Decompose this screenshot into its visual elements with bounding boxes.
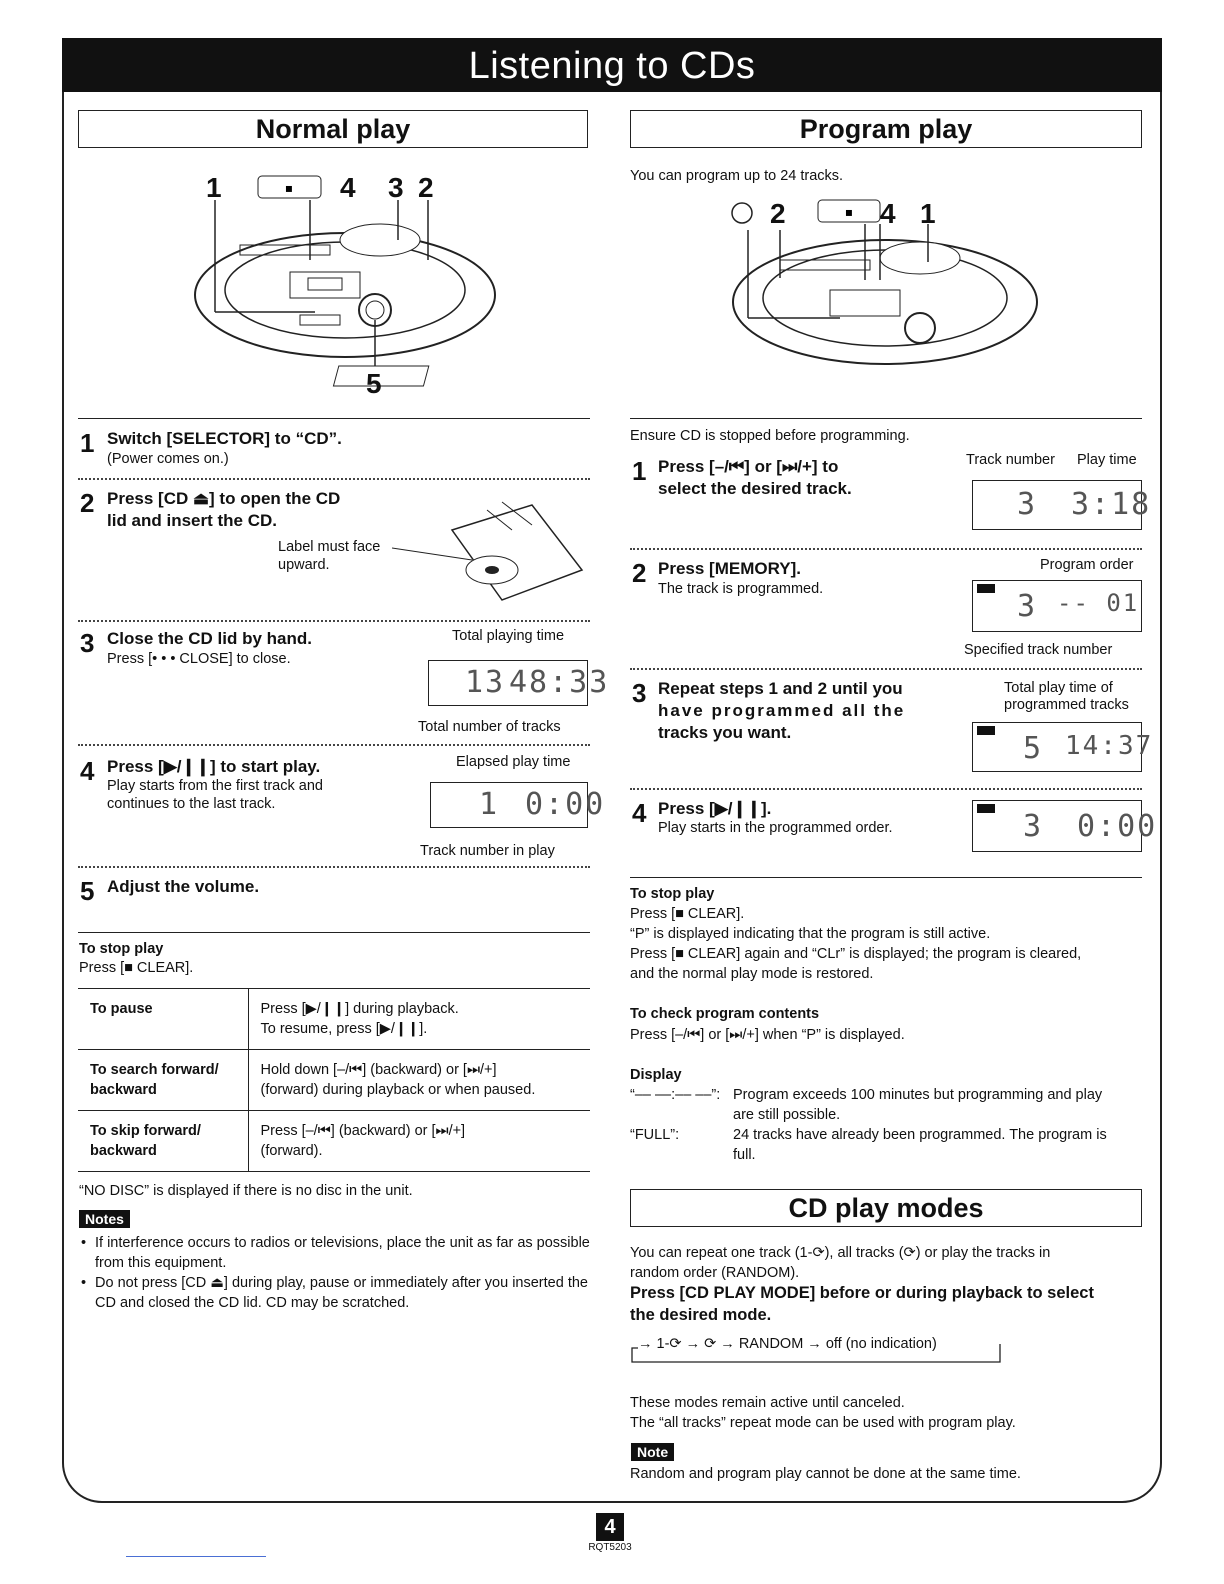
program-play-heading: Program play: [630, 110, 1142, 148]
check-program-text: Press [–/⏮] or [⏭/+] when “P” is displayed.: [630, 1027, 905, 1043]
step-number: 3: [80, 628, 95, 658]
list-item: • Do not press [CD ⏏] during play, pause or immediately after you inserted the CD and closed the CD lid. CD may be scratched.: [79, 1273, 591, 1313]
lcd-caption-track: Track number: [966, 452, 1055, 468]
callout-2: 2: [770, 198, 786, 229]
table-row: [78, 1111, 590, 1172]
table-value: Press [–/⏮] (backward) or [⏭/+] (forward).: [248, 1111, 590, 1172]
step-number: 1: [80, 428, 95, 458]
step-subtext: The track is programmed.: [658, 581, 824, 597]
dotted-divider: [630, 788, 1142, 790]
stop-line: Press [■ CLEAR].: [630, 906, 745, 922]
label-caption: Label must face: [278, 539, 381, 555]
divider: [78, 932, 590, 933]
lcd-display: [972, 800, 1158, 852]
modes-cycle: → 1-⟳ → ⟳ → RANDOM → off (no indication): [638, 1336, 937, 1352]
modes-instruction-line2: the desired mode.: [630, 1306, 772, 1324]
callout-2: 2: [418, 172, 434, 203]
display-value: Program exceeds 100 minutes but programming and play: [733, 1087, 1103, 1103]
modes-remain: These modes remain active until canceled.: [630, 1395, 905, 1411]
stop-line: Press [■ CLEAR] again and “CLr” is displayed; the program is cleared,: [630, 946, 1082, 962]
table-value: Hold down [–/⏮] (backward) or [⏭/+] (forward) during playback or when paused.: [248, 1050, 590, 1111]
lcd-caption-bottom: Total number of tracks: [418, 719, 561, 735]
cd-insert-illustration: [392, 490, 592, 610]
step-title-line2: lid and insert the CD.: [107, 511, 278, 530]
step-title: Press [–/⏮] or [⏭/+] to: [658, 457, 839, 476]
step-number: 2: [80, 488, 95, 518]
step-number: 2: [632, 558, 647, 588]
lcd-display: [972, 722, 1154, 772]
stop-play-heading: To stop play: [79, 941, 164, 957]
step-title: Adjust the volume.: [107, 877, 260, 896]
list-item: • If interference occurs to radios or televisions, place the unit as far as possible from this equipment.: [79, 1233, 591, 1273]
step-title-line2: have programmed all the: [658, 701, 906, 720]
table-row: [78, 989, 590, 1050]
step-subtext-line2: continues to the last track.: [107, 796, 276, 812]
lcd-caption-bottom: Specified track number: [964, 642, 1113, 658]
blue-rule: [126, 1556, 266, 1557]
display-value-line2: full.: [733, 1147, 756, 1163]
lcd-caption-time: Play time: [1077, 452, 1137, 468]
svg-text:▪: ▪: [844, 205, 854, 219]
lcd-time: 3:18: [1071, 487, 1152, 522]
modes-remain-line2: The “all tracks” repeat mode can be used with program play.: [630, 1415, 1016, 1431]
lcd-total-time: 48:33: [509, 665, 610, 700]
lcd-caption-top: Total play time of: [1004, 680, 1113, 696]
lcd-count: 5: [1023, 731, 1044, 766]
page-title: Listening to CDs: [62, 38, 1162, 92]
display-value: 24 tracks have already been programmed. The program is: [733, 1127, 1107, 1143]
callout-1: 1: [920, 198, 936, 229]
callout-5: 5: [366, 368, 382, 399]
step-title: Press [MEMORY].: [658, 559, 801, 578]
lcd-display: [972, 480, 1152, 530]
lcd-elapsed: 0:00: [525, 787, 606, 822]
notes-badge: Notes: [79, 1210, 130, 1228]
stop-line: and the normal play mode is restored.: [630, 966, 874, 982]
label-caption-line2: upward.: [278, 557, 330, 573]
lcd-track: 3: [1023, 809, 1044, 844]
notes-list: [79, 1233, 591, 1313]
cd-play-modes-heading: CD play modes: [630, 1189, 1142, 1227]
lcd-track-count: 13: [465, 665, 506, 700]
step-title: Switch [SELECTOR] to “CD”.: [107, 429, 342, 448]
stop-play-heading: To stop play: [630, 886, 715, 902]
step-title-line3: tracks you want.: [658, 723, 792, 742]
table-key: To search forward/ backward: [78, 1050, 248, 1111]
step-title: Press [CD ⏏] to open the CD: [107, 489, 341, 508]
dotted-divider: [78, 744, 590, 746]
table-row: [78, 1050, 590, 1111]
ensure-text: Ensure CD is stopped before programming.: [630, 428, 910, 444]
dotted-divider: [78, 620, 590, 622]
program-indicator-icon: [977, 804, 995, 813]
dotted-divider: [78, 478, 590, 480]
display-heading: Display: [630, 1067, 682, 1083]
step-subtext: (Power comes on.): [107, 451, 229, 467]
program-intro: You can program up to 24 tracks.: [630, 168, 844, 184]
lcd-caption-top-line2: programmed tracks: [1004, 697, 1129, 713]
modes-intro-line2: random order (RANDOM).: [630, 1265, 800, 1281]
step-title: Close the CD lid by hand.: [107, 629, 312, 648]
lcd-track: 1: [479, 787, 500, 822]
page-number: 4: [596, 1513, 624, 1541]
no-disc-text: “NO DISC” is displayed if there is no disc in the unit.: [79, 1183, 413, 1199]
callout-3: 3: [388, 172, 404, 203]
callout-1: 1: [206, 172, 222, 203]
callout-4: 4: [340, 172, 356, 203]
lcd-time: 14:37: [1065, 731, 1154, 761]
program-indicator-icon: [977, 584, 995, 593]
step-number: 1: [632, 456, 647, 486]
lcd-caption-top: Total playing time: [452, 628, 565, 644]
divider: [630, 877, 1142, 878]
table-key: To skip forward/ backward: [78, 1111, 248, 1172]
doc-code: RQT5203: [588, 1542, 632, 1553]
step-subtext: Play starts in the programmed order.: [658, 820, 893, 836]
divider: [78, 418, 590, 419]
stop-play-text: Press [■ CLEAR].: [79, 960, 194, 976]
modes-intro: You can repeat one track (1-⟳), all tracks (⟳) or play the tracks in: [630, 1245, 1051, 1261]
lcd-track: 3: [1017, 487, 1038, 522]
normal-play-heading: Normal play: [78, 110, 588, 148]
program-indicator-icon: [977, 726, 995, 735]
step-title-line2: select the desired track.: [658, 479, 852, 498]
table-key: To pause: [78, 989, 248, 1050]
step-title: Press [▶/❙❙] to start play.: [107, 757, 321, 776]
note-text: Random and program play cannot be done at the same time.: [630, 1466, 1021, 1482]
dotted-divider: [78, 866, 590, 868]
lcd-display: [972, 580, 1142, 632]
step-subtext: Press [• • • CLOSE] to close.: [107, 651, 291, 667]
step-subtext: Play starts from the first track and: [107, 778, 323, 794]
dotted-divider: [630, 668, 1142, 670]
stop-line: “P” is displayed indicating that the program is still active.: [630, 926, 991, 942]
svg-text:▪: ▪: [284, 181, 294, 195]
note-badge: Note: [631, 1443, 674, 1461]
display-key: “FULL”:: [630, 1127, 680, 1143]
lcd-track: 3: [1017, 589, 1038, 624]
lcd-elapsed: 0:00: [1077, 809, 1158, 844]
dotted-divider: [630, 548, 1142, 550]
check-program-heading: To check program contents: [630, 1006, 820, 1022]
modes-instruction: Press [CD PLAY MODE] before or during playback to select: [630, 1284, 1094, 1302]
step-number: 3: [632, 678, 647, 708]
lcd-display: [430, 782, 606, 828]
step-title: Press [▶/❙❙].: [658, 799, 772, 818]
step-number: 4: [632, 798, 647, 828]
display-key: “–– ––:–– ––”:: [630, 1087, 721, 1103]
lcd-display: [428, 660, 610, 706]
lcd-caption-bottom: Track number in play: [420, 843, 555, 859]
lcd-order: -- 01: [1057, 589, 1140, 617]
divider: [630, 418, 1142, 419]
callout-4: 4: [880, 198, 896, 229]
table-value: Press [▶/❙❙] during playback. To resume, press [▶/❙❙].: [248, 989, 590, 1050]
lcd-caption-top: Elapsed play time: [456, 754, 571, 770]
step-number: 5: [80, 876, 95, 906]
step-number: 4: [80, 756, 95, 786]
lcd-caption-top: Program order: [1040, 557, 1134, 573]
operations-table: [78, 988, 590, 1172]
step-title: Repeat steps 1 and 2 until you: [658, 679, 903, 698]
cycle-return-arrow: [630, 1338, 1010, 1368]
display-value-line2: are still possible.: [733, 1107, 841, 1123]
